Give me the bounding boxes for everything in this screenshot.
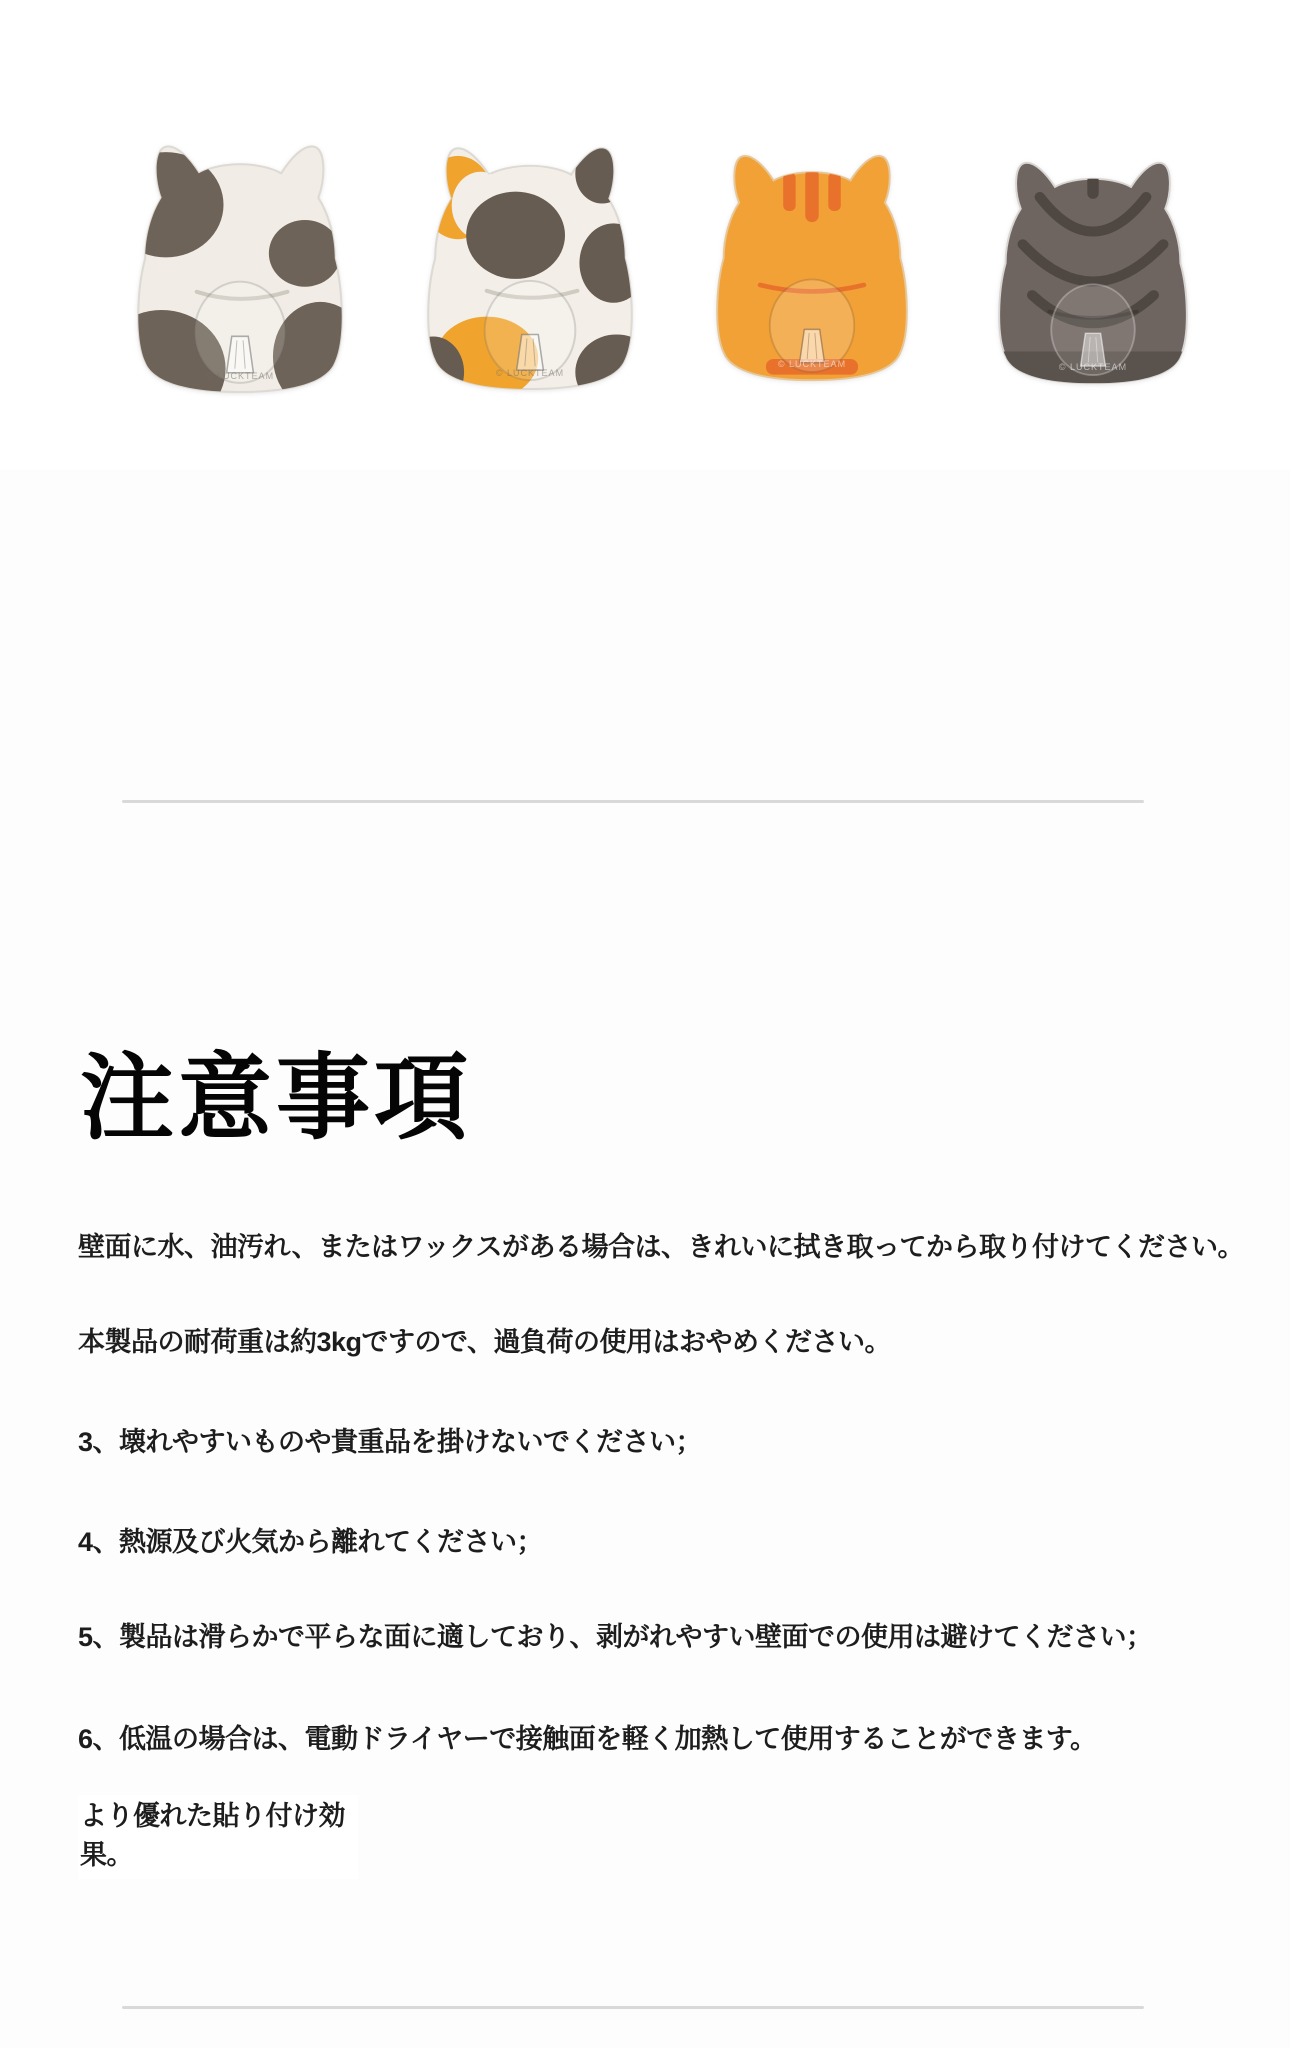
notice-item-7: より優れた貼り付け効果。	[78, 1795, 358, 1879]
notice-item-5: 5、製品は滑らかで平らな面に適しており、剥がれやすい壁面での使用は避けてください；	[78, 1622, 1153, 1652]
white-cat-illustration	[137, 140, 343, 395]
notice-item-3: 3、壊れやすいものや貴重品を掛けないでください；	[78, 1427, 703, 1457]
cat-hook-calico	[427, 142, 633, 392]
transparent-hook	[770, 279, 854, 371]
notice-item-1: 壁面に水、油汚れ、またはワックスがある場合は、きれいに拭き取ってから取り付けてください。	[78, 1232, 1244, 1262]
cat-hook-orange-tabby	[716, 150, 908, 383]
section-divider-top	[122, 800, 1144, 803]
notice-item-6: 6、低温の場合は、電動ドライヤーで接触面を軽く加熱して使用することができます。	[78, 1724, 1097, 1754]
section-divider-bottom	[122, 2006, 1144, 2009]
transparent-hook	[485, 281, 576, 380]
notice-heading: 注意事項	[80, 1044, 473, 1150]
brand-watermark: © LUCKTEAM	[1058, 362, 1128, 372]
calico-cat-illustration	[427, 142, 633, 392]
cat-hook-gray-tabby	[998, 157, 1188, 386]
orange-tabby-illustration	[716, 150, 908, 383]
notice-item-4: 4、熱源及び火気から離れてください；	[78, 1527, 544, 1557]
brand-watermark: © LUCKTEAM	[777, 359, 847, 369]
product-photo-strip	[0, 0, 1290, 470]
brand-watermark: © LUCKTEAM	[205, 371, 275, 381]
notice-item-2: 本製品の耐荷重は約3kgですので、過負荷の使用はおやめください。	[78, 1327, 891, 1357]
brand-watermark: © LUCKTEAM	[495, 368, 565, 378]
transparent-hook	[195, 282, 286, 383]
cat-hook-white	[137, 140, 343, 395]
gray-tabby-illustration	[998, 157, 1188, 386]
transparent-hook	[1051, 284, 1135, 375]
